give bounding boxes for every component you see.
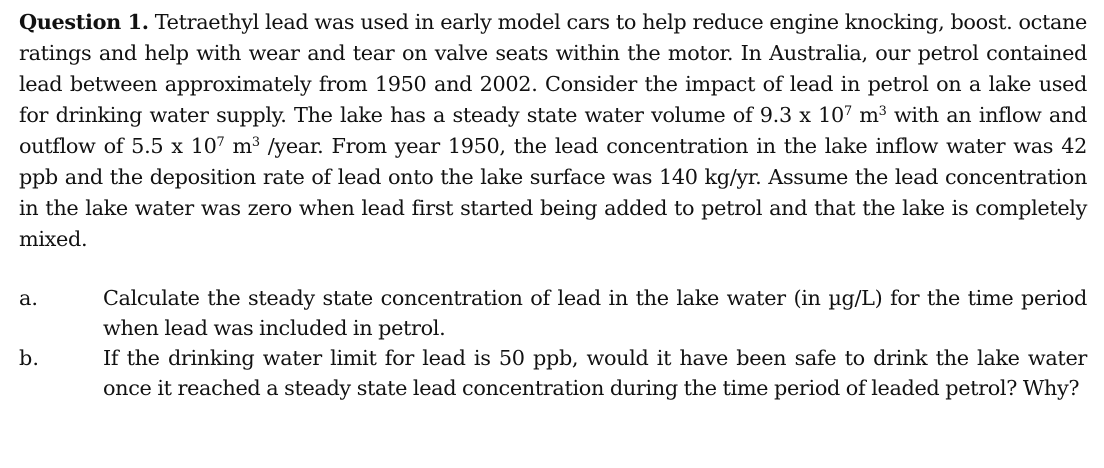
question-text-part-1: Tetraethyl lead was used in early model cars to help reduce engine knocking, boost. octane ratings and help with wear and tear on valve seats within the motor. In Australia, our petrol contained lead between approximately from 1950 and 2002. Consider the impact of lead in petrol on a lake used for drinking water supply. The lake has a steady state water volume of 9.3 x 10	[19, 10, 1087, 127]
question-paragraph	[19, 6, 1087, 255]
exponent-volume: 7	[843, 103, 852, 119]
document-page	[19, 6, 1087, 403]
unit-flow: m	[224, 134, 252, 158]
question-text-part-2: with an inflow and outflow of 5.5 x 10	[19, 103, 1087, 158]
question-part-b	[19, 343, 1087, 403]
exponent-flow-unit: 3	[251, 134, 260, 150]
part-b-label: b.	[19, 346, 39, 370]
question-part-a	[19, 283, 1087, 343]
part-a-text: Calculate the steady state concentration of lead in the lake water (in µg/L) for the time period when lead was included in petrol.	[103, 286, 1087, 340]
part-a-label: a.	[19, 286, 39, 310]
exponent-volume-unit: 3	[878, 103, 887, 119]
exponent-flow: 7	[216, 134, 225, 150]
question-label: Question 1.	[19, 9, 149, 34]
part-b-text: If the drinking water limit for lead is 50 ppb, would it have been safe to drink the lake water once it reached a steady state lead concentration during the time period of leaded petrol? Why?	[103, 346, 1087, 400]
unit-volume: m	[851, 103, 879, 127]
question-parts-list	[19, 283, 1087, 403]
question-text-part-3: /year. From year 1950, the lead concentration in the lake inflow water was 42 ppb and the deposition rate of lead onto the lake surface was 140 kg/yr. Assume the lead concentration in the lake water was zero when lead first started being added to petrol and that the lake is completely mixed.	[19, 134, 1087, 251]
